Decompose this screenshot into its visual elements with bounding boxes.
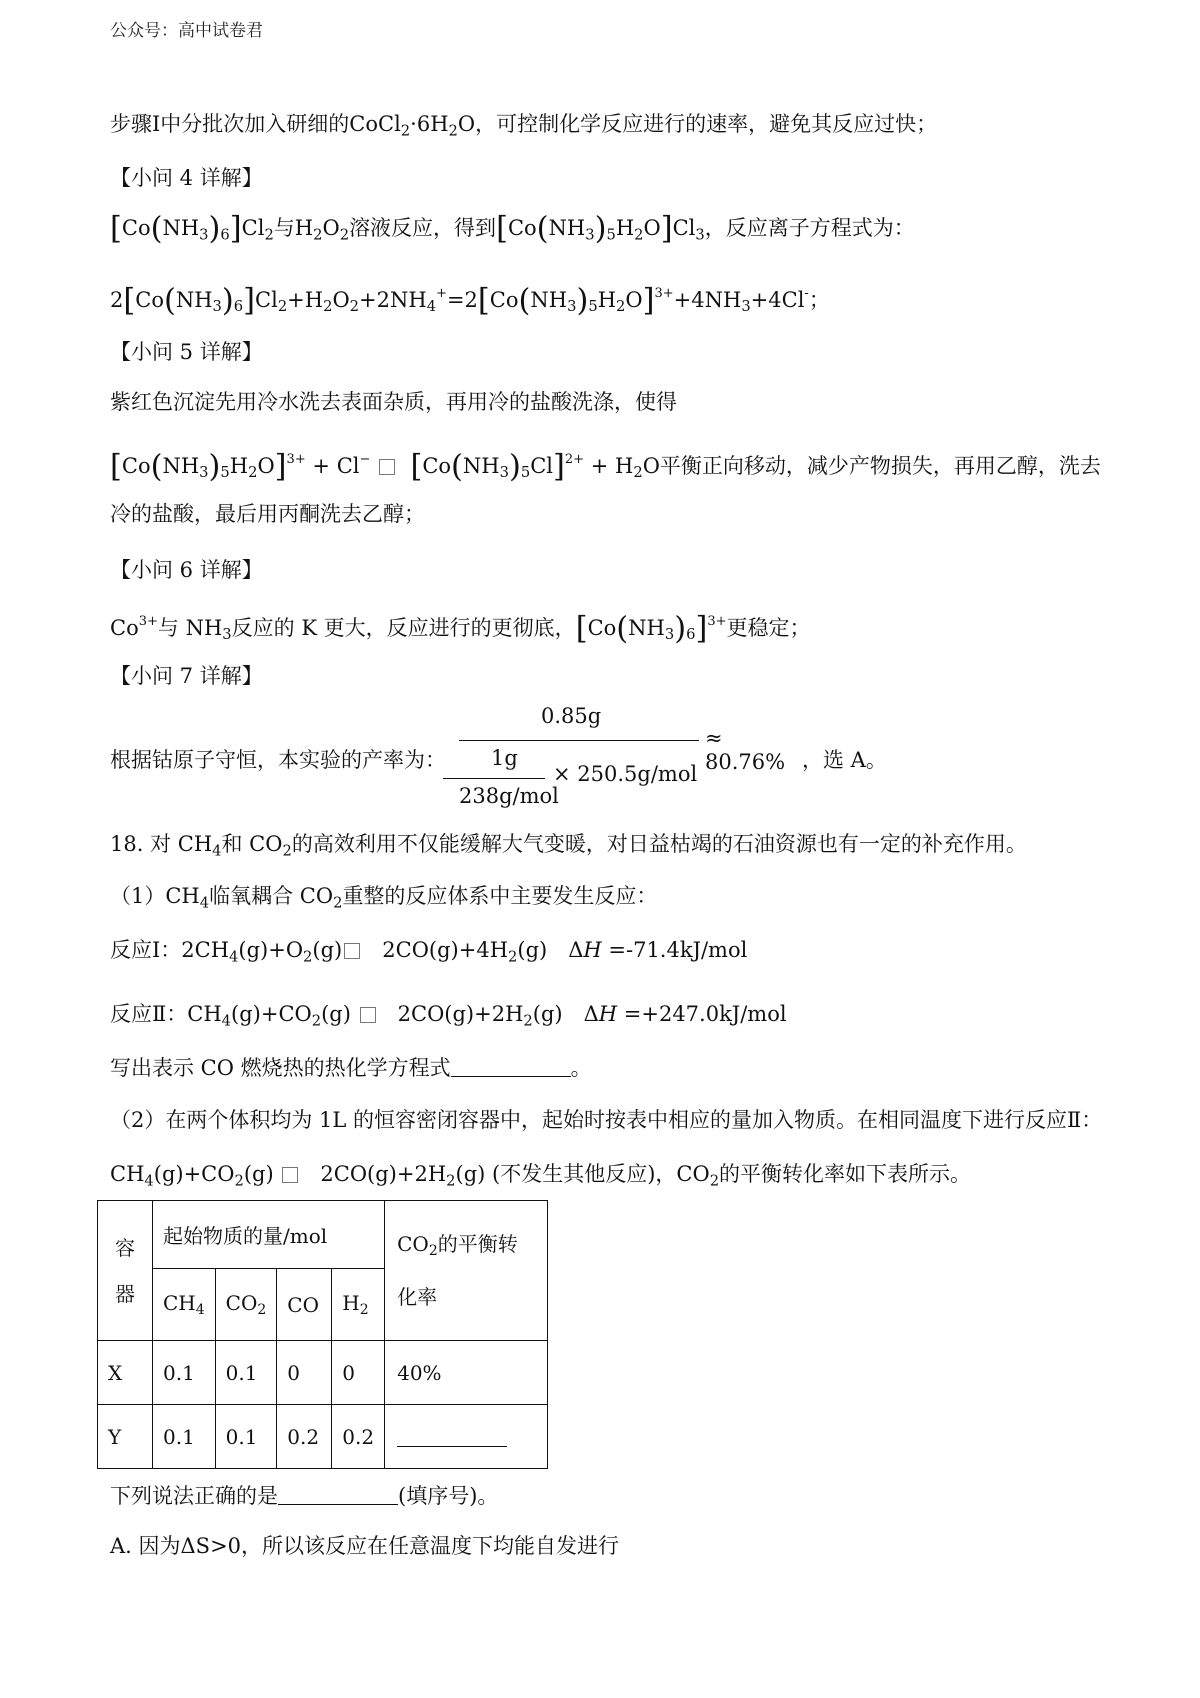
table-header-container: 容 器	[98, 1201, 153, 1341]
question-18-combustion: 写出表示 CO 燃烧热的热化学方程式 。	[110, 1056, 592, 1080]
fraction-result: ≈ 80.76%	[705, 726, 786, 774]
fraction-bar	[459, 740, 699, 741]
reaction-2-conditions: $CH_4(g)+CO_2(g)$ $2CO(g)+2H_2(g)$ (不发生其他反应)，$CO_2$的平衡转化率如下表所示。	[110, 1162, 972, 1190]
answer-blank[interactable]	[397, 1424, 507, 1447]
question-18-choice-prompt: 下列说法正确的是 (填序号)。	[110, 1484, 499, 1508]
table-col-co2: $CO_2$	[215, 1269, 277, 1341]
reaction-2: 反应Ⅱ：$CH_4(g)+CO_2(g)$ $2CO(g)+2H_2(g)$ ΔH =+247.0kJ/mol	[110, 1002, 787, 1030]
table-cell: 0.1	[215, 1405, 277, 1469]
equilibrium-arrow-icon	[282, 1167, 298, 1183]
table-cell: 0.2	[332, 1405, 385, 1469]
inner-numerator: 1g	[491, 746, 518, 770]
text-line-answer-a: ，选 A。	[802, 748, 887, 772]
text-line-yield: 根据钴原子守恒，本实验的产率为：	[110, 748, 446, 772]
table-cell-label: X	[98, 1341, 153, 1405]
equilibrium-arrow-icon	[360, 1007, 376, 1023]
table-cell-conversion-blank[interactable]	[385, 1405, 548, 1469]
table-col-ch4: $CH_4$	[153, 1269, 216, 1341]
inner-denominator: 238g/mol	[459, 784, 559, 808]
table-cell: 0.1	[215, 1341, 277, 1405]
question-18-stem: 18. 对 $CH_4$和 $CO_2$的高效利用不仅能缓解大气变暖，对日益枯竭的石油资源也有一定的补充作用。	[110, 832, 1027, 860]
answer-blank[interactable]	[451, 1054, 571, 1077]
yield-fraction	[443, 704, 795, 814]
table-col-h2: $H_2$	[332, 1269, 385, 1341]
table-cell-label: Y	[98, 1405, 153, 1469]
fraction-numerator: 0.85g	[541, 704, 602, 728]
section-heading-q6: 【小问 6 详解】	[110, 558, 263, 582]
equilibrium-arrow-icon	[379, 459, 395, 475]
text-line-reaction-intro: $[Co(NH_3)_6]Cl_2$与$H_2O_2$溶液反应，得到$[Co(NH_3)_5H_2O]Cl_3$，反应离子方程式为：	[110, 211, 915, 247]
table-cell: 0.1	[153, 1405, 216, 1469]
reaction-1: 反应Ⅰ：$2CH_4(g)+O_2(g)$ $2CO(g)+4H_2(g)$ ΔH =-71.4kJ/mol	[110, 938, 748, 966]
section-heading-q7: 【小问 7 详解】	[110, 664, 263, 688]
option-a: A. 因为ΔS>0，所以该反应在任意温度下均能自发进行	[110, 1534, 620, 1558]
text-line-stability: $Co^{3+}$与 $NH_3$反应的 K 更大，反应进行的更彻底，$[Co(NH_3)_6]^{3+}$更稳定；	[110, 611, 811, 647]
question-18-part1: $(1)CH_4$临氧耦合 $CO_2$重整的反应体系中主要发生反应：	[110, 884, 658, 912]
table-cell: 0.1	[153, 1341, 216, 1405]
equilibrium-equation: $[Co(NH_3)_5H_2O]^{3+} + Cl^-$ $[Co(NH_3)_5Cl]^{2+} + H_2O$平衡正向移动，减少产物损失，再用乙醇，洗去	[110, 449, 1101, 485]
section-heading-q4: 【小问 4 详解】	[110, 166, 263, 190]
table-cell-conversion: 40%	[385, 1341, 548, 1405]
text-line-acetone: 冷的盐酸，最后用丙酮洗去乙醇；	[110, 502, 425, 526]
ionic-equation: $2[Co(NH_3)_6]Cl_2+H_2O_2+2NH_4^+=2[Co(NH_3)_5H_2O]^{3+}+4NH_3+4Cl^-$；	[110, 283, 830, 319]
table-row	[98, 1341, 548, 1405]
text-line-step1: 步骤Ⅰ中分批次加入研细的$CoCl_2\cdot 6H_2O$，可控制化学反应进行的速率，避免其反应过快；	[110, 112, 938, 140]
table-cell: 0	[277, 1341, 332, 1405]
question-18-part2: （2）在两个体积均为 1L 的恒容密闭容器中，起始时按表中相应的量加入物质。在相同温度下进行反应Ⅱ：	[110, 1108, 1103, 1132]
inner-fraction-bar	[443, 778, 545, 779]
text-line-washing: 紫红色沉淀先用冷水洗去表面杂质，再用冷的盐酸洗涤，使得	[110, 390, 677, 414]
table-cell: 0.2	[277, 1405, 332, 1469]
section-heading-q5: 【小问 5 详解】	[110, 340, 263, 364]
molar-mass-factor: × 250.5g/mol	[553, 762, 698, 786]
conversion-table	[97, 1200, 548, 1469]
table-col-co: CO	[277, 1269, 332, 1341]
table-header-conversion: $CO_2$的平衡转 化率	[385, 1201, 548, 1341]
table-cell: 0	[332, 1341, 385, 1405]
table-row	[98, 1405, 548, 1469]
answer-blank[interactable]	[278, 1482, 398, 1505]
table-header-start: 起始物质的量/mol	[153, 1201, 385, 1269]
page-header: 公众号：高中试卷君	[110, 21, 263, 41]
equilibrium-arrow-icon	[344, 943, 360, 959]
